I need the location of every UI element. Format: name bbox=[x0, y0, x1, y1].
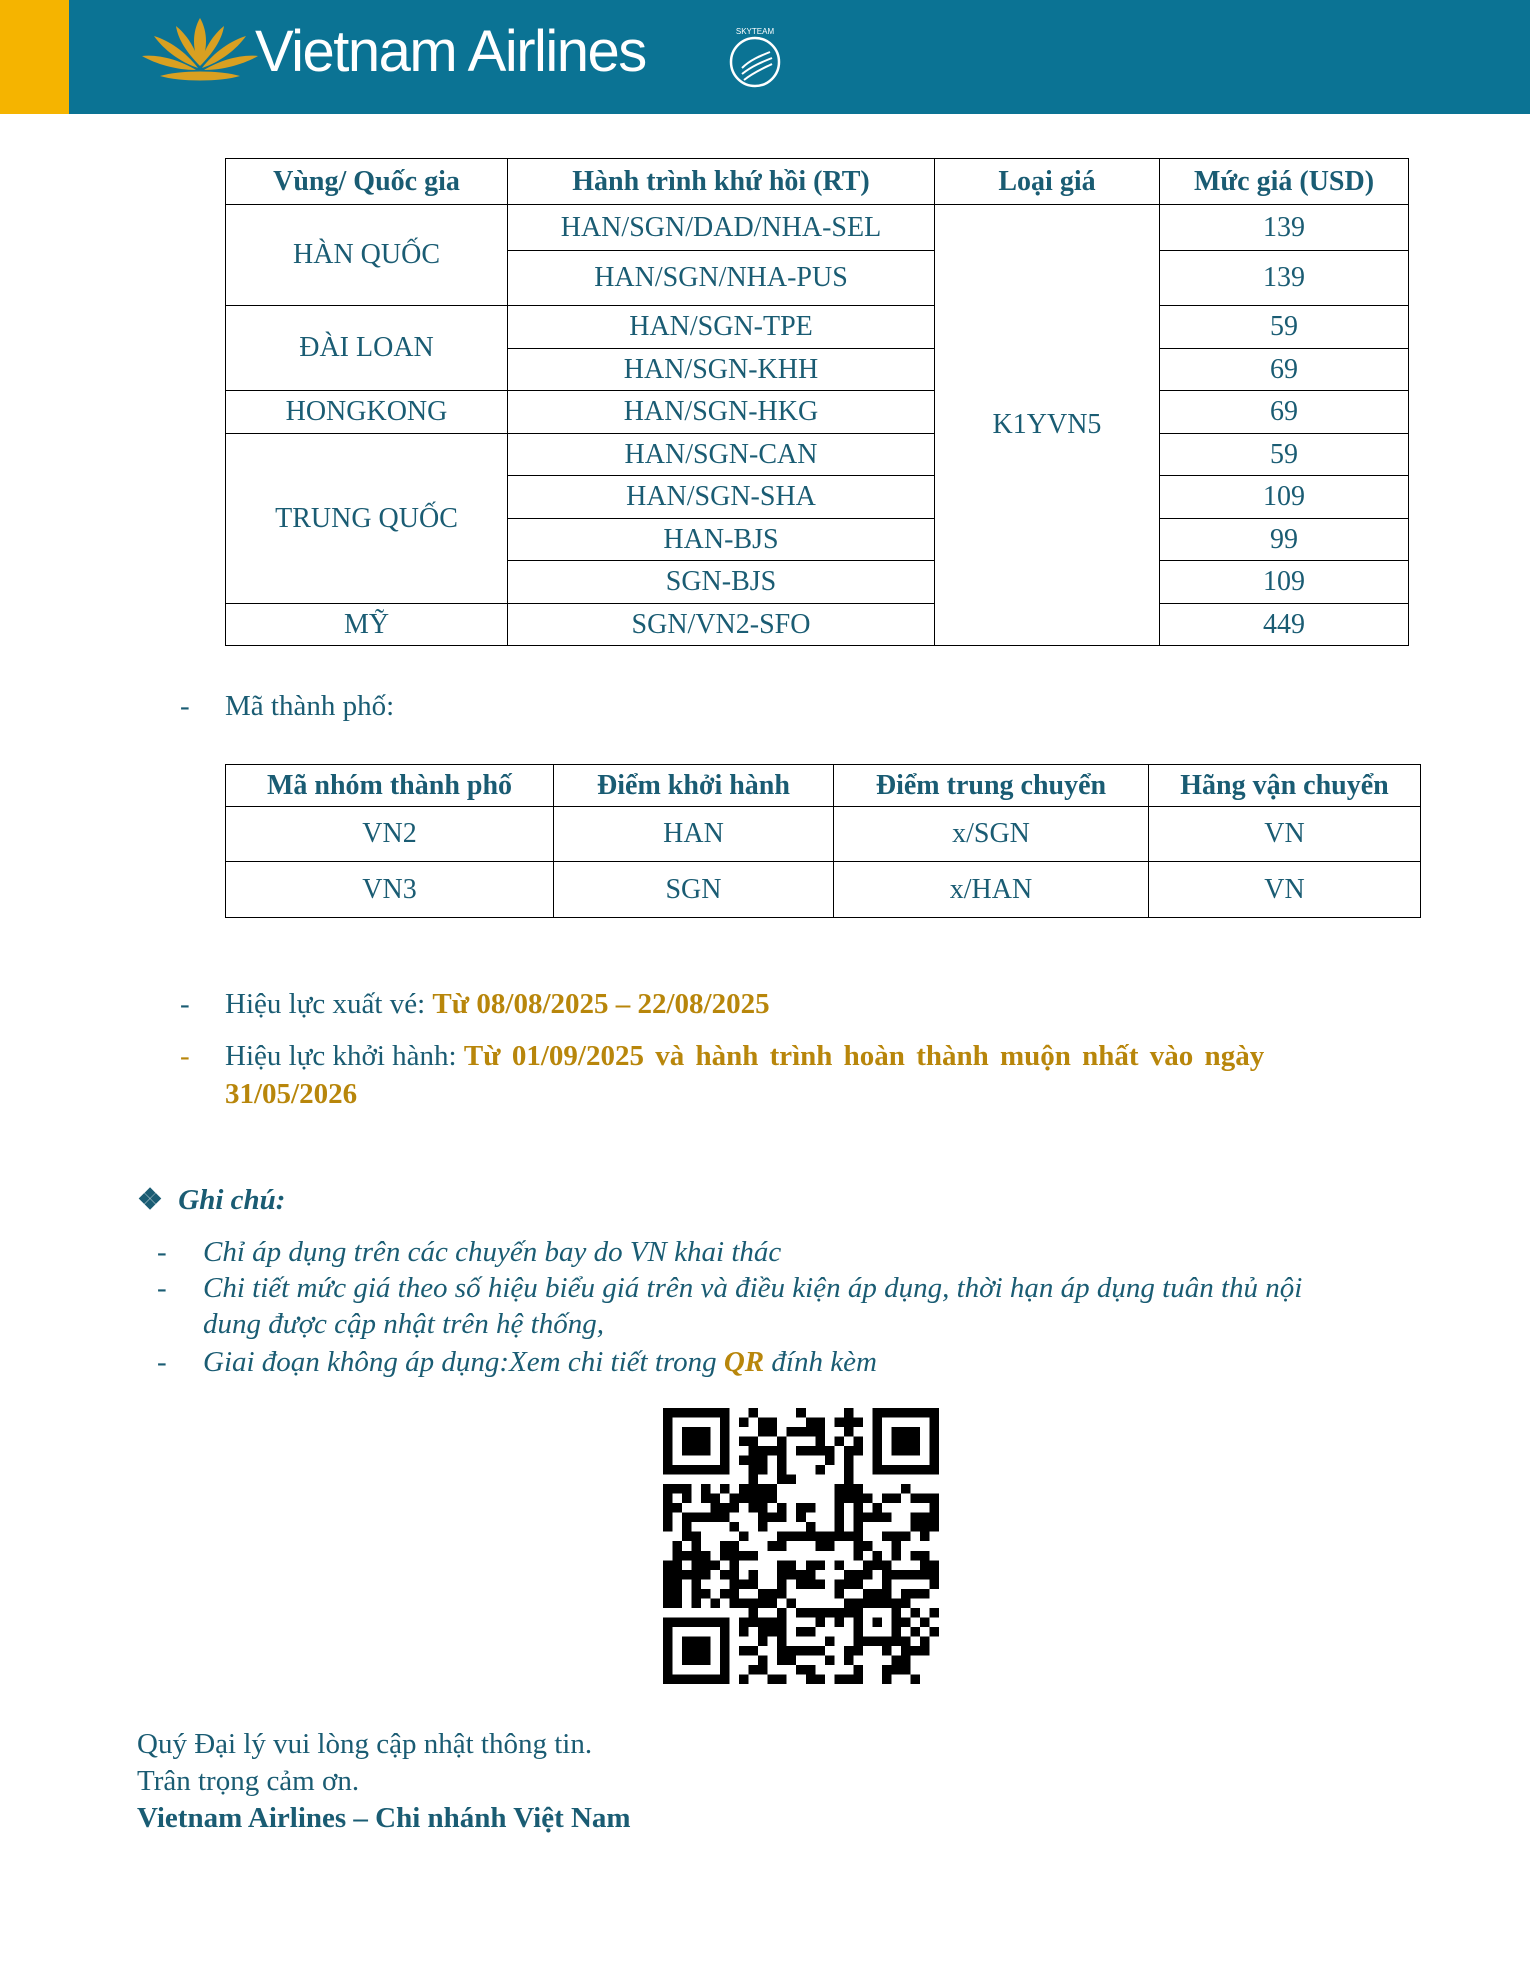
notes-heading bbox=[137, 1182, 285, 1217]
list-dash: - bbox=[157, 1346, 167, 1378]
fare-table-header-row bbox=[226, 159, 1409, 205]
price-cell: 59 bbox=[1160, 306, 1409, 349]
column-header: Hành trình khứ hồi (RT) bbox=[508, 159, 935, 205]
travel-label: Hiệu lực khởi hành: bbox=[225, 1040, 457, 1072]
table-row bbox=[226, 862, 1421, 918]
table-row bbox=[226, 434, 1409, 476]
table-cell: SGN bbox=[554, 862, 834, 918]
table-row bbox=[226, 604, 1409, 646]
note-item-continued: dung được cập nhật trên hệ thống, bbox=[203, 1308, 604, 1340]
signature: Vietnam Airlines – Chi nhánh Việt Nam bbox=[137, 1802, 631, 1834]
list-dash: - bbox=[180, 690, 190, 722]
closing-line: Trân trọng cảm ơn. bbox=[137, 1765, 360, 1797]
column-header: Điểm khởi hành bbox=[554, 765, 834, 807]
route-cell: HAN/SGN/DAD/NHA-SEL bbox=[508, 205, 935, 251]
region-cell: HONGKONG bbox=[226, 391, 508, 434]
brand-wordmark: Vietnam Airlines bbox=[255, 19, 646, 84]
table-cell: VN bbox=[1149, 862, 1421, 918]
ticketing-validity bbox=[225, 988, 770, 1021]
ticketing-value: Từ 08/08/2025 – 22/08/2025 bbox=[432, 988, 770, 1020]
route-cell: SGN/VN2-SFO bbox=[508, 604, 935, 646]
lotus-logo-icon bbox=[140, 10, 260, 86]
table-cell: x/SGN bbox=[834, 807, 1149, 862]
list-dash: - bbox=[180, 1040, 190, 1072]
region-cell: TRUNG QUỐC bbox=[226, 434, 508, 604]
column-header: Hãng vận chuyển bbox=[1149, 765, 1421, 807]
region-cell: HÀN QUỐC bbox=[226, 205, 508, 306]
travel-value: Từ 01/09/2025 và hành trình hoàn thành muộn nhất vào ngày bbox=[463, 1040, 1265, 1072]
column-header: Mã nhóm thành phố bbox=[226, 765, 554, 807]
column-header: Vùng/ Quốc gia bbox=[226, 159, 508, 205]
travel-value-continued: 31/05/2026 bbox=[225, 1078, 358, 1110]
table-row bbox=[226, 807, 1421, 862]
svg-text:SKYTEAM: SKYTEAM bbox=[735, 27, 775, 36]
header-accent-bar bbox=[0, 0, 69, 114]
note-item: Chi tiết mức giá theo số hiệu biểu giá trên và điều kiện áp dụng, thời hạn áp dụng tuân thủ nội bbox=[203, 1272, 1303, 1304]
list-dash: - bbox=[157, 1272, 167, 1304]
skyteam-icon bbox=[720, 24, 790, 94]
route-cell: HAN/SGN-KHH bbox=[508, 349, 935, 391]
table-cell: x/HAN bbox=[834, 862, 1149, 918]
price-cell: 69 bbox=[1160, 391, 1409, 434]
price-cell: 59 bbox=[1160, 434, 1409, 476]
column-header: Mức giá (USD) bbox=[1160, 159, 1409, 205]
price-cell: 109 bbox=[1160, 476, 1409, 519]
route-cell: SGN-BJS bbox=[508, 561, 935, 604]
city-codes-table bbox=[225, 764, 1421, 918]
city-codes-label: Mã thành phố: bbox=[225, 690, 395, 722]
fare-basis-cell: K1YVN5 bbox=[935, 205, 1160, 646]
qr-reference: QR bbox=[723, 1346, 765, 1378]
route-cell: HAN-BJS bbox=[508, 519, 935, 561]
route-cell: HAN/SGN/NHA-PUS bbox=[508, 251, 935, 306]
table-cell: VN3 bbox=[226, 862, 554, 918]
table-row bbox=[226, 391, 1409, 434]
list-dash: - bbox=[157, 1236, 167, 1268]
notes-title: Ghi chú: bbox=[178, 1184, 286, 1216]
price-cell: 109 bbox=[1160, 561, 1409, 604]
price-cell: 139 bbox=[1160, 205, 1409, 251]
note-text-end: đính kèm bbox=[764, 1346, 877, 1378]
route-cell: HAN/SGN-SHA bbox=[508, 476, 935, 519]
list-dash: - bbox=[180, 988, 190, 1020]
column-header: Loại giá bbox=[935, 159, 1160, 205]
table-cell: HAN bbox=[554, 807, 834, 862]
table-row bbox=[226, 205, 1409, 251]
note-item: Chỉ áp dụng trên các chuyến bay do VN khai thác bbox=[203, 1236, 782, 1268]
price-cell: 449 bbox=[1160, 604, 1409, 646]
header-band bbox=[0, 0, 1530, 114]
note-item bbox=[203, 1346, 877, 1379]
diamond-bullet-icon: ❖ bbox=[137, 1184, 163, 1216]
table-cell: VN2 bbox=[226, 807, 554, 862]
table-cell: VN bbox=[1149, 807, 1421, 862]
closing-line: Quý Đại lý vui lòng cập nhật thông tin. bbox=[137, 1728, 593, 1760]
qr-code[interactable] bbox=[663, 1408, 939, 1684]
ticketing-label: Hiệu lực xuất vé: bbox=[225, 988, 426, 1020]
price-cell: 69 bbox=[1160, 349, 1409, 391]
region-cell: MỸ bbox=[226, 604, 508, 646]
travel-validity bbox=[225, 1040, 1264, 1073]
route-cell: HAN/SGN-HKG bbox=[508, 391, 935, 434]
route-cell: HAN/SGN-CAN bbox=[508, 434, 935, 476]
route-cell: HAN/SGN-TPE bbox=[508, 306, 935, 349]
column-header: Điểm trung chuyển bbox=[834, 765, 1149, 807]
table-row bbox=[226, 306, 1409, 349]
city-table-header-row bbox=[226, 765, 1421, 807]
fare-table bbox=[225, 158, 1409, 646]
note-text: Giai đoạn không áp dụng:Xem chi tiết trong bbox=[203, 1346, 724, 1378]
region-cell: ĐÀI LOAN bbox=[226, 306, 508, 391]
price-cell: 139 bbox=[1160, 251, 1409, 306]
price-cell: 99 bbox=[1160, 519, 1409, 561]
